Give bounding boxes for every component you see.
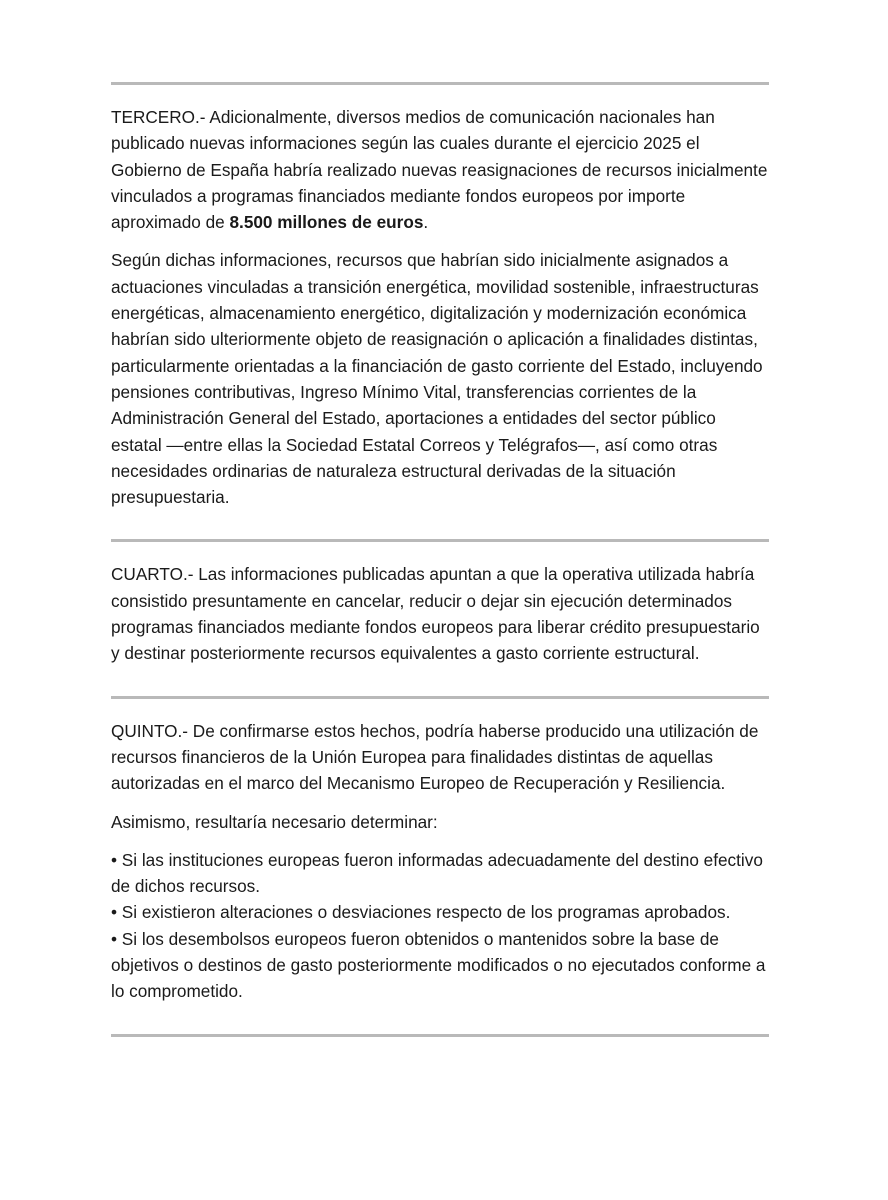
cuarto-paragraph	[111, 561, 771, 666]
list-item: • Si los desembolsos europeos fueron obtenidos o mantenidos sobre la base de objetivos o destinos de gasto posteriormente modificados o no ejecutados conforme a lo comprometido.	[111, 928, 766, 1002]
list-item: • Si las instituciones europeas fueron informadas adecuadamente del destino efectivo de dichos recursos.	[111, 849, 763, 897]
quinto-heading: QUINTO.-	[111, 720, 189, 741]
tercero-paragraph-2: Según dichas informaciones, recursos que habrían sido inicialmente asignados a actuaciones vinculadas a transición energética, movilidad sostenible, infraestructuras energéticas, almacenamiento energético, digitalización y modernización económica habrían sido ulteriormente objeto de reasignación o aplicación a finalidades distintas, particularmente orientadas a la financiación de gasto corriente del Estado, incluyendo pensiones contributivas, Ingreso Mínimo Vital, transferencias corrientes de la Administración General del Estado, aportaciones a entidades del sector público estatal —entre ellas la Sociedad Estatal Correos y Telégrafos—, así como otras necesidades ordinarias de naturaleza estructural derivadas de la situación presupuestaria.	[111, 250, 763, 508]
quinto-paragraph-1	[111, 718, 771, 797]
tercero-heading: TERCERO.-	[111, 107, 206, 127]
section-cuarto	[111, 561, 771, 666]
divider	[111, 82, 769, 85]
quinto-paragraph-2: Asimismo, resultaría necesario determinar:	[111, 811, 438, 832]
tercero-period: .	[423, 212, 429, 233]
divider	[111, 1034, 769, 1037]
tercero-text: Adicionalmente, diversos medios de comunicación nacionales han publicado nuevas informaciones según las cuales durante el ejercicio 2025 el Gobierno de España habría realizado nuevas reasignaciones de recursos inicialmente vinculados a programas financiados mediante fondos europeos por importe aproximado de	[111, 107, 768, 233]
divider	[111, 539, 769, 542]
bullet-list	[111, 847, 771, 1005]
cuarto-heading: CUARTO.-	[111, 564, 194, 585]
cuarto-text: Las informaciones publicadas apuntan a que la operativa utilizada habría consistido presuntamente en cancelar, reducir o dejar sin ejecución determinados programas financiados mediante fondos europeos para liberar crédito presupuestario y destinar posteriormente recursos equivalentes a gasto corriente estructural.	[111, 564, 760, 664]
tercero-paragraph-1	[111, 104, 771, 235]
list-item: • Si existieron alteraciones o desviaciones respecto de los programas aprobados.	[111, 902, 731, 923]
quinto-text: De confirmarse estos hechos, podría haberse producido una utilización de recursos financieros de la Unión Europea para finalidades distintas de aquellas autorizadas en el marco del Mecanismo Europeo de Recuperación y Resiliencia.	[111, 720, 759, 794]
document-page	[111, 0, 771, 1037]
section-quinto	[111, 718, 771, 1005]
tercero-amount: 8.500 millones de euros	[229, 212, 424, 233]
divider	[111, 696, 769, 699]
section-tercero	[111, 104, 771, 510]
